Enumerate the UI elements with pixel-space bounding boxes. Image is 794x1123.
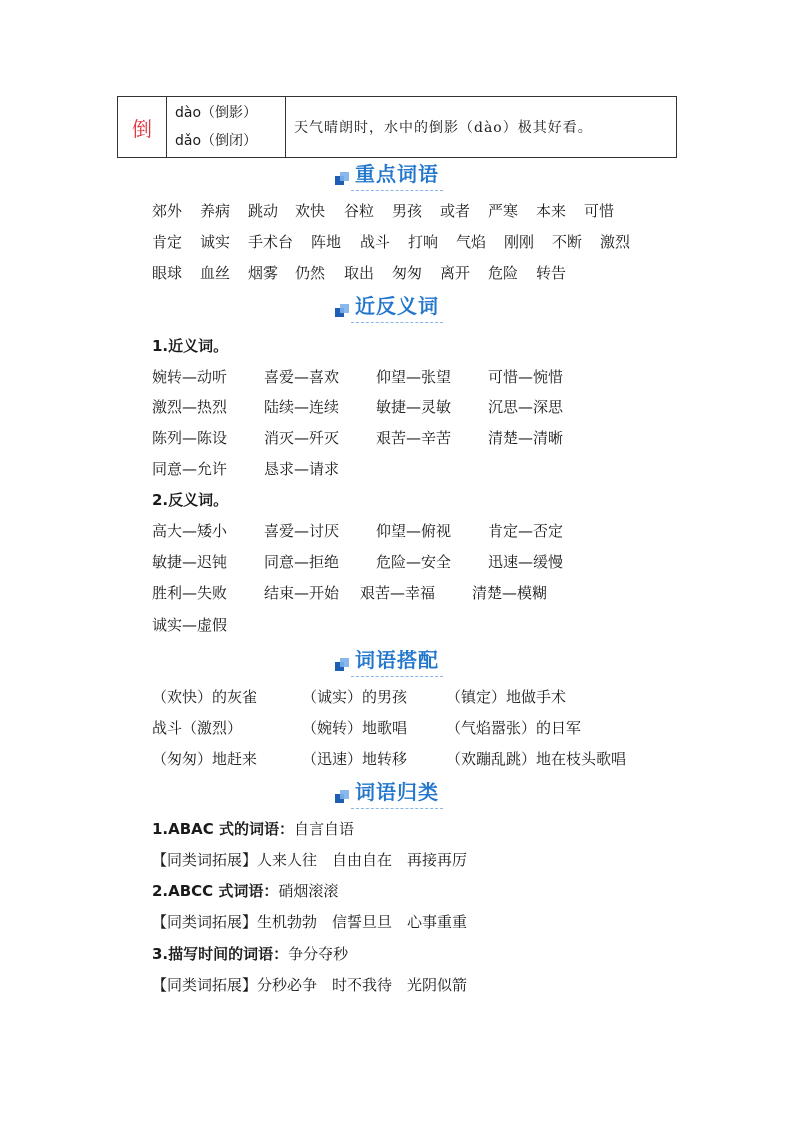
ext-label: 【同类词拓展】 (152, 976, 258, 994)
word: 刚刚 (504, 233, 535, 251)
word-pair: 敏捷—灵敏 (376, 398, 452, 416)
word: 激烈 (600, 233, 631, 251)
word-pair: 艰苦—幸福 (360, 584, 436, 602)
word: 仍然 (295, 264, 326, 282)
collocation: （匆匆）地赶来 (152, 750, 258, 768)
collocation: （婉转）地歌唱 (302, 719, 408, 737)
word-pair: 恳求—请求 (264, 460, 340, 478)
ext-label: 【同类词拓展】 (152, 913, 258, 931)
word: 本来 (536, 202, 567, 220)
word-pair: 陈列—陈设 (152, 429, 228, 447)
word: 离开 (440, 264, 471, 282)
word: 谷粒 (344, 202, 375, 220)
section-header-classification (0, 778, 794, 810)
word: 肯定 (152, 233, 183, 251)
word: 匆匆 (392, 264, 423, 282)
word-pair: 陆续—连续 (264, 398, 340, 416)
time-value: 争分夺秒 (288, 945, 349, 963)
synonyms-label: 1.近义词。 (152, 337, 229, 355)
word: 气焰 (456, 233, 487, 251)
reading-2: dǎo（倒闭） (175, 133, 258, 149)
word-pair: 诚实—虚假 (152, 616, 228, 634)
word-pair: 同意—允许 (152, 460, 228, 478)
word: 欢快 (295, 202, 326, 220)
section-title: 重点词语 (355, 162, 439, 186)
word-pair: 胜利—失败 (152, 584, 228, 602)
abcc-ext-line (152, 911, 467, 933)
abac-value: 自言自语 (294, 820, 355, 838)
collocation: （诚实）的男孩 (302, 688, 408, 706)
word: 不断 (552, 233, 583, 251)
section-square-icon (335, 790, 349, 804)
time-line (152, 943, 348, 965)
word-pair: 喜爱—讨厌 (264, 522, 340, 540)
abcc-ext: 生机勃勃 信誓旦旦 心事重重 (257, 913, 468, 931)
section-header-synonyms-antonyms (0, 292, 794, 324)
polyphone-example: 天气晴朗时，水中的倒影（dào）极其好看。 (286, 97, 677, 158)
abcc-value: 硝烟滚滚 (278, 882, 339, 900)
word: 可惜 (584, 202, 615, 220)
word: 男孩 (392, 202, 423, 220)
word: 或者 (440, 202, 471, 220)
word-pair: 结束—开始 (264, 584, 340, 602)
word-pair: 清楚—模糊 (472, 584, 548, 602)
abac-label: 1.ABAC 式的词语： (152, 820, 295, 838)
word: 战斗 (360, 233, 391, 251)
time-ext: 分秒必争 时不我待 光阴似箭 (257, 976, 468, 994)
word: 诚实 (200, 233, 231, 251)
polyphone-char: 倒 (118, 97, 167, 158)
reading-1: dào（倒影） (175, 105, 258, 121)
collocation: （迅速）地转移 (302, 750, 408, 768)
section-header-key-words (0, 160, 794, 192)
word: 血丝 (200, 264, 231, 282)
word: 眼球 (152, 264, 183, 282)
word-pair: 同意—拒绝 (264, 553, 340, 571)
polyphone-readings (167, 97, 286, 158)
word-pair: 可惜—惋惜 (488, 368, 564, 386)
collocation: 战斗（激烈） (152, 719, 243, 737)
word-pair: 激烈—热烈 (152, 398, 228, 416)
word: 烟雾 (248, 264, 279, 282)
section-title: 词语归类 (355, 780, 439, 804)
abac-ext-line (152, 849, 467, 871)
section-square-icon (335, 172, 349, 186)
word: 打响 (408, 233, 439, 251)
word-pair: 艰苦—辛苦 (376, 429, 452, 447)
word-pair: 沉思—深思 (488, 398, 564, 416)
section-square-icon (335, 658, 349, 672)
word-pair: 危险—安全 (376, 553, 452, 571)
section-title: 词语搭配 (355, 648, 439, 672)
polyphone-table (117, 96, 677, 158)
collocation: （镇定）地做手术 (446, 688, 567, 706)
word-pair: 仰望—张望 (376, 368, 452, 386)
abac-line (152, 818, 354, 840)
word: 手术台 (248, 233, 294, 251)
word-pair: 喜爱—喜欢 (264, 368, 340, 386)
word-pair: 肯定—否定 (488, 522, 564, 540)
collocation: （欢蹦乱跳）地在枝头歌唱 (446, 750, 627, 768)
word-pair: 敏捷—迟钝 (152, 553, 228, 571)
abcc-label: 2.ABCC 式词语： (152, 882, 279, 900)
abcc-line (152, 880, 338, 902)
word: 危险 (488, 264, 519, 282)
section-square-icon (335, 304, 349, 318)
word-pair: 清楚—清晰 (488, 429, 564, 447)
word: 严寒 (488, 202, 519, 220)
time-ext-line (152, 974, 467, 996)
word-pair: 迅速—缓慢 (488, 553, 564, 571)
ext-label: 【同类词拓展】 (152, 851, 258, 869)
time-label: 3.描写时间的词语： (152, 945, 289, 963)
word-pair: 消灭—歼灭 (264, 429, 340, 447)
section-header-collocations (0, 646, 794, 678)
word: 跳动 (248, 202, 279, 220)
word: 郊外 (152, 202, 183, 220)
word: 养病 (200, 202, 231, 220)
word-pair: 高大—矮小 (152, 522, 228, 540)
word: 取出 (344, 264, 375, 282)
abac-ext: 人来人往 自由自在 再接再厉 (257, 851, 468, 869)
collocation: （欢快）的灰雀 (152, 688, 258, 706)
word: 转告 (536, 264, 567, 282)
word: 阵地 (311, 233, 342, 251)
section-title: 近反义词 (355, 294, 439, 318)
word-pair: 仰望—俯视 (376, 522, 452, 540)
antonyms-label: 2.反义词。 (152, 491, 229, 509)
collocation: （气焰嚣张）的日军 (446, 719, 582, 737)
word-pair: 婉转—动听 (152, 368, 228, 386)
